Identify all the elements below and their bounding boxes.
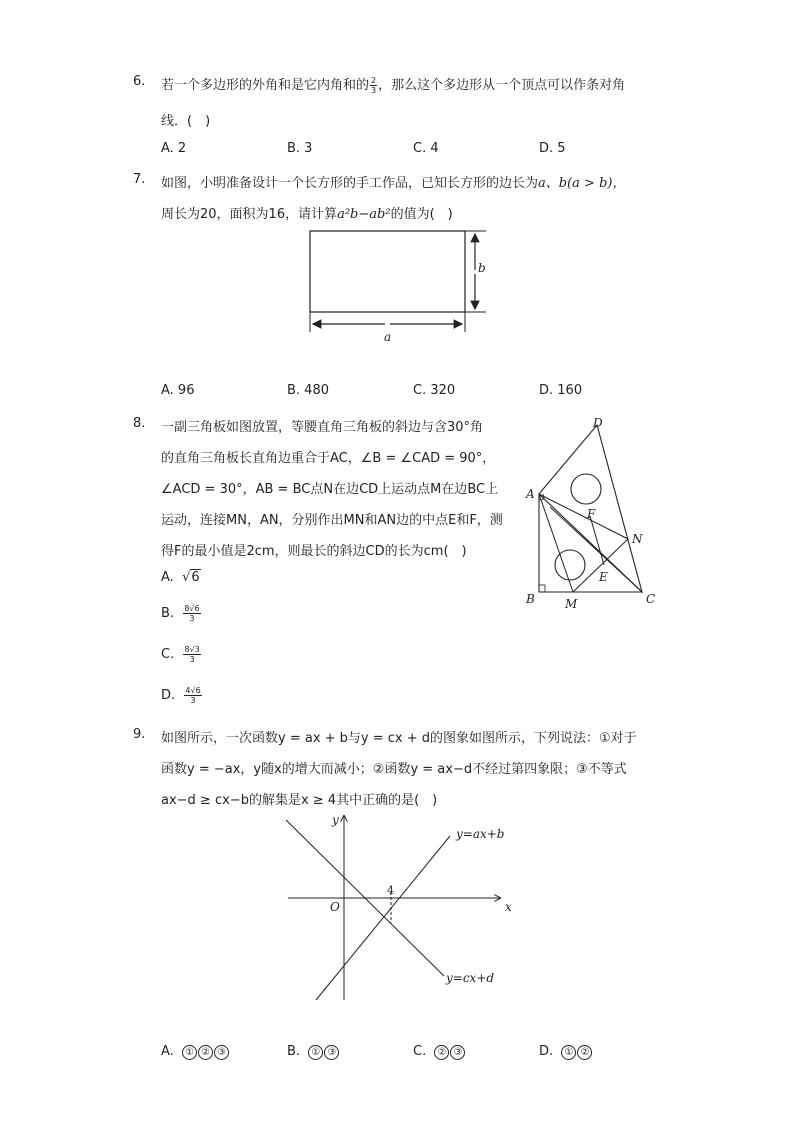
- line1-label: y=ax+b: [456, 827, 505, 841]
- point-M: M: [565, 597, 578, 611]
- rectangle-figure: [300, 222, 500, 350]
- option-d[interactable]: D. 5: [539, 141, 566, 156]
- question-line: ∠ACD = 30°，AB = BC点N在边CD上运动点M在边BC上: [161, 482, 499, 497]
- tick-4: 4: [387, 884, 394, 897]
- option-b[interactable]: B. $\frac{8√6}{3}$: [161, 604, 200, 623]
- triangle-board-figure: [520, 412, 670, 612]
- option-d[interactable]: D. $\frac{4√6}{3}$: [161, 686, 201, 705]
- option-c[interactable]: C. $\frac{8√3}{3}$: [161, 645, 200, 664]
- option-b[interactable]: B. 480: [287, 383, 329, 398]
- board-hole: [571, 474, 601, 504]
- sqrt: √6: [182, 570, 200, 585]
- axis-y-label: y: [332, 813, 339, 827]
- question-line: 的直角三角板长直角边重合于AC，∠B = ∠CAD = 90°，: [161, 451, 496, 466]
- option-c[interactable]: C. 4: [413, 141, 439, 156]
- question-number: 9.: [133, 727, 146, 742]
- expression: a²b−ab²: [337, 207, 391, 222]
- option-a[interactable]: A. √6: [161, 570, 200, 585]
- option-c[interactable]: C. 320: [413, 383, 456, 398]
- origin-label: O: [330, 900, 340, 914]
- question-number: 6.: [133, 74, 146, 89]
- option-d[interactable]: D. ① ②: [539, 1044, 593, 1060]
- question-text-line2: 周长为20，面积为16，请计算a²b−ab²的值为( ): [161, 207, 453, 222]
- question-number: 8.: [133, 416, 146, 431]
- line-ax-plus-b: [316, 836, 450, 1000]
- fraction: $\frac{4√6}{3}$: [185, 686, 201, 705]
- point-N: N: [632, 532, 643, 546]
- linear-function-graph: [280, 808, 520, 1008]
- fraction: $\frac{8√6}{3}$: [184, 604, 200, 623]
- label-b: b: [478, 261, 486, 275]
- point-B: B: [526, 592, 535, 606]
- question-text: 若一个多边形的外角和是它内角和的 $\frac{2}{3}$ ，那么这个多边形从一个顶点可以作条对角: [161, 76, 626, 95]
- question-text-line2: 线．( ): [161, 114, 211, 129]
- line2-label: y=cx+d: [446, 971, 495, 985]
- fraction: $\frac{2}{3}$: [371, 76, 377, 95]
- question-line: 如图所示，一次函数y = ax + b与y = cx + d的图象如图所示，下列说法：①对于: [161, 731, 637, 746]
- option-c[interactable]: C. ② ③: [413, 1044, 466, 1060]
- question-line: ax−d ≥ cx−b的解集是x ≥ 4其中正确的是( ): [161, 793, 438, 808]
- question-line: 函数y = −ax，y随x的增大而减小；②函数y = ax−d不经过第四象限；③不等式: [161, 762, 627, 777]
- point-A: A: [526, 487, 535, 501]
- axis-x-label: x: [505, 900, 512, 914]
- question-line: 一副三角板如图放置，等腰直角三角板的斜边与含30°角: [161, 420, 484, 435]
- point-D: D: [593, 416, 603, 430]
- question-number: 7.: [133, 172, 146, 187]
- rectangle: [310, 231, 465, 312]
- question-line: 得F的最小值是2cm，则最长的斜边CD的长为cm( ): [161, 544, 467, 559]
- question-line: 运动，连接MN，AN，分别作出MN和AN边的中点E和F，测: [161, 513, 503, 528]
- point-E: E: [599, 570, 608, 584]
- option-d[interactable]: D. 160: [539, 383, 583, 398]
- option-b[interactable]: B. ① ③: [287, 1044, 340, 1060]
- fraction: $\frac{8√3}{3}$: [184, 645, 200, 664]
- label-a: a: [384, 330, 392, 344]
- option-b[interactable]: B. 3: [287, 141, 313, 156]
- point-F: F: [587, 507, 596, 521]
- question-text: 如图，小明准备设计一个长方形的手工作品，已知长方形的边长为a、b(a > b)，: [161, 176, 626, 191]
- option-a[interactable]: A. ① ② ③: [161, 1044, 230, 1060]
- option-a[interactable]: A. 2: [161, 141, 187, 156]
- point-C: C: [646, 592, 656, 606]
- option-a[interactable]: A. 96: [161, 383, 195, 398]
